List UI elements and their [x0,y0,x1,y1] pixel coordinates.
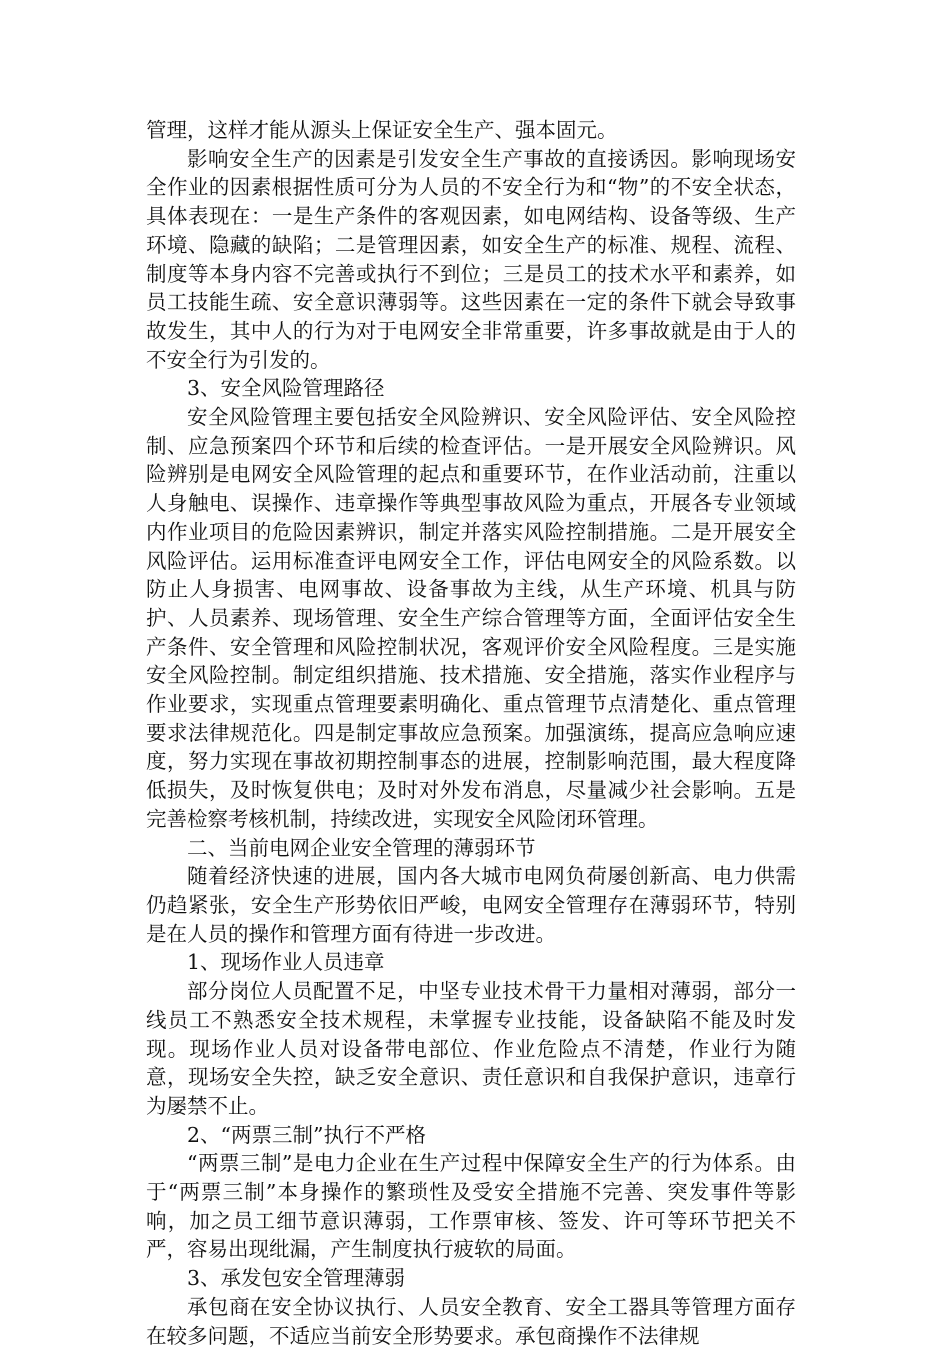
section-heading: 3、安全风险管理路径 [187,376,385,401]
paragraph: 影响安全生产的因素是引发安全生产事故的直接诱因。影响现场安全作业的因素根据性质可分为人员的不安全行为和“物”的不安全状态，具体表现在：一是生产条件的客观因素，如电网结构、设备等级、生产环境、隐藏的缺陷；二是管理因素，如安全生产的标准、规程、流程、制度等本身内容不完善或执行不到位；三是员工的技术水平和素养，如员工技能生疏、安全意识薄弱等。这些因素在一定的条件下就会导致事故发生，其中人的行为对于电网安全非常重要，许多事故就是由于人的不安全行为引发的。 [146,146,796,372]
section-heading: 3、承发包安全管理薄弱 [187,1266,406,1291]
paragraph: 部分岗位人员配置不足，中坚专业技术骨干力量相对薄弱，部分一线员工不熟悉安全技术规程，未掌握专业技能，设备缺陷不能及时发现。现场作业人员对设备带电部位、作业危险点不清楚，作业行为随意，现场安全失控，缺乏安全意识、责任意识和自我保护意识，违章行为屡禁不止。 [146,979,796,1118]
section-heading: 2、“两票三制”执行不严格 [187,1122,427,1147]
paragraph: 安全风险管理主要包括安全风险辨识、安全风险评估、安全风险控制、应急预案四个环节和后续的检查评估。一是开展安全风险辨识。风险辨别是电网安全风险管理的起点和重要环节，在作业活动前，注重以人身触电、误操作、违章操作等典型事故风险为重点，开展各专业领域内作业项目的危险因素辨识，制定并落实风险控制措施。二是开展安全风险评估。运用标准查评电网安全工作，评估电网安全的风险系数。以防止人身损害、电网事故、设备事故为主线，从生产环境、机具与防护、人员素养、现场管理、安全生产综合管理等方面，全面评估安全生产条件、安全管理和风险控制状况，客观评价安全风险程度。三是实施安全风险控制。制定组织措施、技术措施、安全措施，落实作业程序与作业要求，实现重点管理要素明确化、重点管理节点清楚化、重点管理要求法律规范化。四是制定事故应急预案。加强演练，提高应急响应速度，努力实现在事故初期控制事态的进展，控制影响范围，最大程度降低损失，及时恢复供电；及时对外发布消息，尽量减少社会影响。五是完善检察考核机制，持续改进，实现安全风险闭环管理。 [146,405,796,831]
section-heading: 1、现场作业人员违章 [187,950,385,975]
paragraph: “两票三制”是电力企业在生产过程中保障安全生产的行为体系。由于“两票三制”本身操作的繁琐性及受安全措施不完善、突发事件等影响，加之员工细节意识薄弱，工作票审核、签发、许可等环节把关不严，容易出现纰漏，产生制度执行疲软的局面。 [146,1151,796,1262]
paragraph: 承包商在安全协议执行、人员安全教育、安全工器具等管理方面存在较多问题，不适应当前安全形势要求。承包商操作不法律规 [146,1294,796,1348]
document-body [146,116,796,1350]
paragraph: 管理，这样才能从源头上保证安全生产、强本固元。 [146,118,618,142]
section-heading: 二、当前电网企业安全管理的薄弱环节 [187,835,536,860]
paragraph: 随着经济快速的进展，国内各大城市电网负荷屡创新高、电力供需仍趋紧张，安全生产形势依旧严峻，电网安全管理存在薄弱环节，特别是在人员的操作和管理方面有待进一步改进。 [146,864,796,946]
